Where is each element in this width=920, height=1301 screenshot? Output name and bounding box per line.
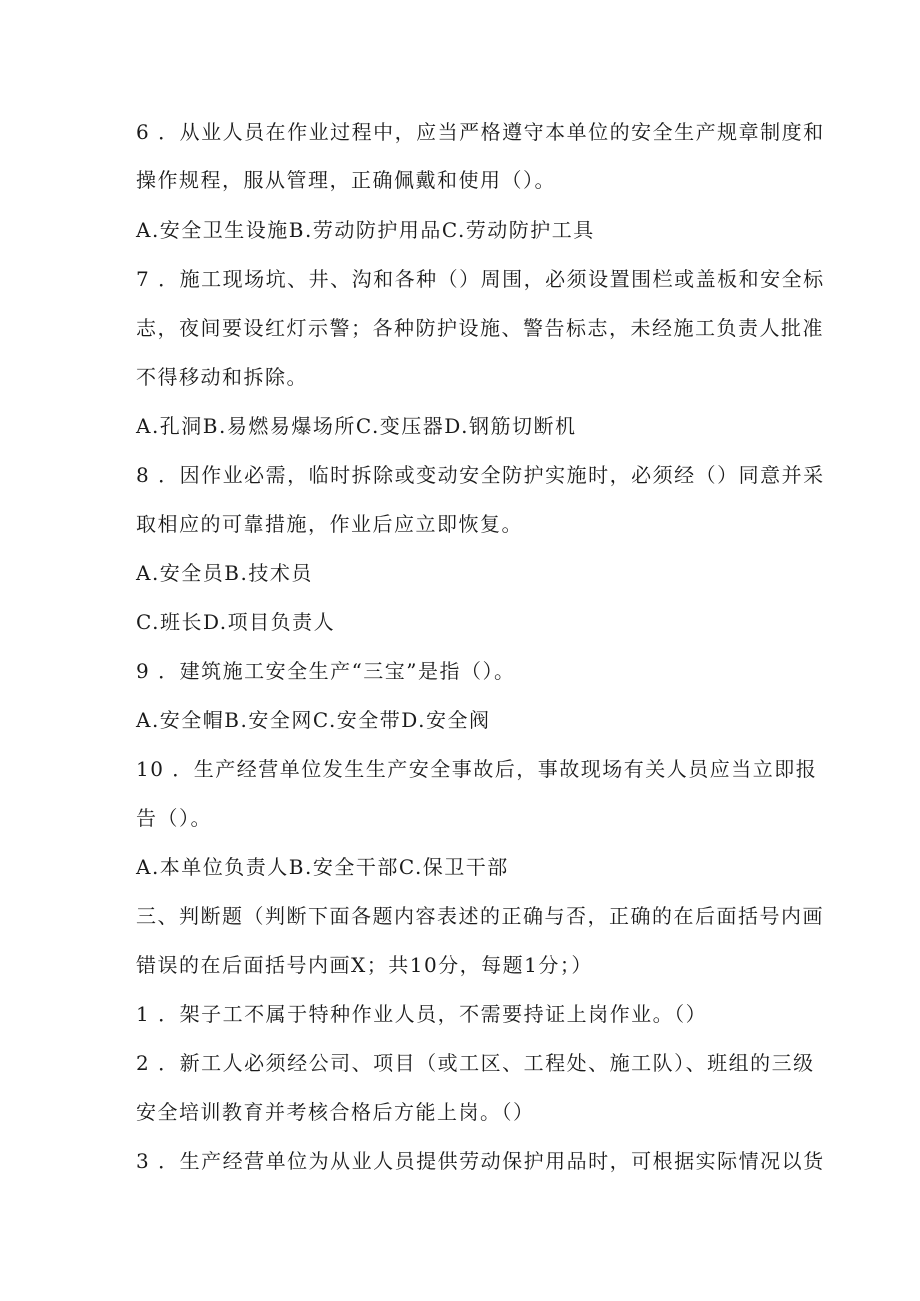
- section-3-heading-line-2: 错误的在后面括号内画X；共10分，每题1分；）: [136, 953, 593, 977]
- question-8-line-1: 8 ．因作业必需，临时拆除或变动安全防护实施时，必须经（）同意并采: [136, 463, 825, 487]
- question-6-line-1: 6 ．从业人员在作业过程中，应当严格遵守本单位的安全生产规章制度和: [136, 120, 825, 144]
- question-8-options-1: A.安全员B.技术员: [136, 561, 313, 585]
- question-9-options: A.安全帽B.安全网C.安全带D.安全阀: [136, 708, 491, 732]
- judgement-3-line-1: 3 ．生产经营单位为从业人员提供劳动保护用品时，可根据实际情况以货: [136, 1149, 825, 1173]
- question-7-line-2: 志，夜间要设红灯示警；各种防护设施、警告标志，未经施工负责人批准: [136, 316, 824, 340]
- question-7-line-1: 7 ．施工现场坑、井、沟和各种（）周围，必须设置围栏或盖板和安全标: [136, 267, 825, 291]
- question-8-options-2: C.班长D.项目负责人: [136, 610, 336, 634]
- question-7-options: A.孔洞B.易燃易爆场所C.变压器D.钢筋切断机: [136, 414, 577, 438]
- judgement-2-line-2: 安全培训教育并考核合格后方能上岗。（）: [136, 1100, 535, 1124]
- question-8-line-2: 取相应的可靠措施，作业后应立即恢复。: [136, 512, 523, 536]
- question-10-line-1: 10 ．生产经营单位发生生产安全事故后，事故现场有关人员应当立即报: [136, 757, 818, 781]
- question-10-options: A.本单位负责人B.安全干部C.保卫干部: [136, 855, 509, 879]
- question-10-line-2: 告（）。: [136, 806, 212, 830]
- question-9-line-1: 9 ．建筑施工安全生产“三宝”是指（）。: [136, 659, 516, 683]
- judgement-2-line-1: 2 ．新工人必须经公司、项目（或工区、工程处、施工队）、班组的三级: [136, 1051, 815, 1075]
- question-6-line-2: 操作规程，服从管理，正确佩戴和使用（）。: [136, 168, 556, 192]
- question-6-options: A.安全卫生设施B.劳动防护用品C.劳动防护工具: [136, 218, 595, 242]
- judgement-1: 1 ．架子工不属于特种作业人员，不需要持证上岗作业。（）: [136, 1002, 708, 1026]
- question-7-line-3: 不得移动和拆除。: [136, 365, 308, 389]
- section-3-heading-line-1: 三、判断题（判断下面各题内容表述的正确与否，正确的在后面括号内画: [136, 904, 824, 928]
